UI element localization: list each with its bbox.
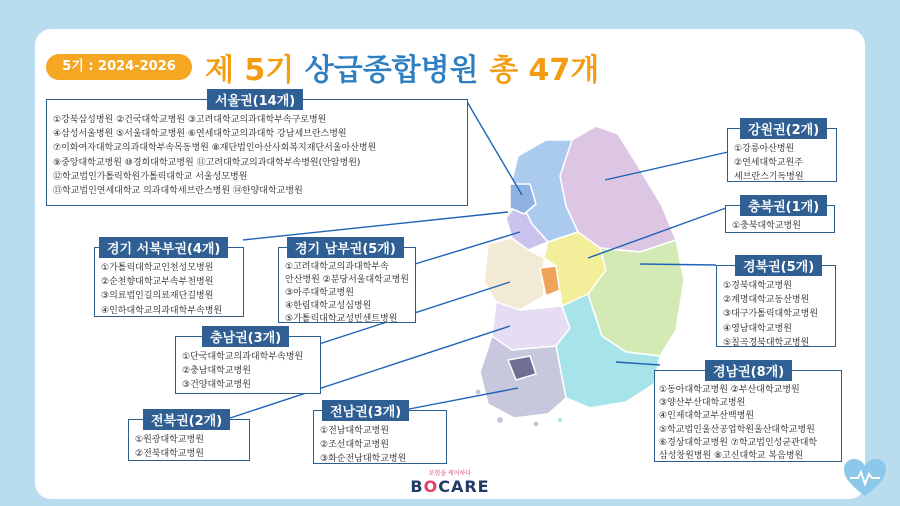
hospital-line: ①충북대학교병원 (732, 221, 801, 231)
hospital-line: ①단국대학교의과대학부속병원 (182, 352, 304, 362)
hospital-line: ③의료법인길의료재단길병원 (101, 291, 214, 302)
region-title-chungbuk: 충북권(1개) (740, 195, 827, 216)
hospital-line: ①동아대학교병원 ②부산대학교병원 (659, 385, 800, 395)
map-region-chungnam (484, 238, 544, 310)
hospital-line: ④영남대학교병원 (723, 323, 792, 334)
region-box-chungbuk (725, 200, 835, 233)
hospital-line: ⑤가톨릭대학교성빈센트병원 (285, 314, 398, 324)
heart-pulse-icon (842, 458, 888, 498)
hospital-line: ⑤칠곡경북대학교병원 (723, 337, 810, 348)
hospital-line: ①가톨릭대학교인천성모병원 (101, 263, 214, 273)
region-box-chungnam (175, 331, 321, 394)
hospital-line: ⑦이화여자대학교의과대학부속목동병원 ⑧재단법인아산사회복지재단서울아산병원 (53, 143, 377, 154)
region-title-gangwon: 강원권(2개) (740, 118, 827, 139)
period-badge: 5기 : 2024-2026 (46, 54, 192, 80)
region-title-chungnam: 충남권(3개) (202, 326, 289, 347)
region-title-gyeonggi-south: 경기 남부권(5개) (287, 237, 404, 258)
region-box-seoul (46, 94, 468, 206)
map-island (558, 418, 562, 422)
hospital-line: ①강북삼성병원 ②건국대학교병원 ③고려대학교의과대학부속구로병원 (53, 115, 327, 125)
region-box-jeonnam (313, 405, 447, 465)
hospital-line: 안산병원 ②분당서울대학교병원 (285, 275, 409, 285)
logo-slogan: 보험을 케어하다 (428, 470, 472, 477)
hospital-line: ②전북대학교병원 (135, 449, 204, 460)
map-island (476, 390, 481, 395)
title-main: 상급종합병원 (304, 53, 479, 88)
hospital-line: ⑫학교법인가톨릭학원가톨릭대학교 서울성모병원 (53, 171, 248, 182)
hospital-line: ①강릉아산병원 (734, 144, 795, 154)
logo-letter-rest: CARE (438, 477, 490, 496)
hospital-line: ⑤학교법인울산공업학원울산대학교병원 (659, 424, 815, 435)
logo-letter-o: O (423, 477, 439, 496)
region-title-jeonnam: 전남권(3개) (322, 400, 409, 421)
map-island (497, 417, 503, 423)
hospital-line: ⑥경상대학교병원 ⑦학교법인성균관대학 (659, 437, 818, 448)
title-total: 총 47개 (489, 53, 600, 88)
logo-wordmark (405, 477, 495, 496)
hospital-line: ⑬학교법인연세대학교 의과대학세브란스병원 ⑭한양대학교병원 (53, 186, 303, 197)
hospital-line: ③아주대학교병원 (285, 288, 354, 298)
region-title-jeonbuk: 전북권(2개) (143, 409, 230, 430)
hospital-line: ②계명대학교동산병원 (723, 295, 810, 306)
hospital-line: ②충남대학교병원 (182, 366, 251, 377)
hospital-line: 세브란스기독병원 (734, 172, 804, 183)
hospital-line: ③대구가톨릭대학교병원 (723, 309, 819, 320)
region-box-gyeongbuk (716, 260, 836, 348)
region-title-gyeonggi-northwest: 경기 서북부권(4개) (99, 237, 228, 258)
hospital-line: ①고려대학교의과대학부속 (285, 262, 389, 272)
hospital-line: ③건양대학교병원 (182, 380, 251, 391)
leader-line-seoul (466, 100, 522, 195)
hospital-line: ①전남대학교병원 (320, 426, 389, 436)
leader-line-gyeonggi-nw (243, 212, 508, 240)
region-title-seoul: 서울권(14개) (207, 89, 303, 110)
leader-line-gyeongbuk (640, 264, 716, 265)
map-island (534, 422, 539, 427)
logo-letter-b: B (410, 477, 424, 496)
hospital-line: ④인제대학교부산백병원 (659, 411, 755, 422)
region-box-jeonbuk (128, 414, 250, 461)
hospital-line: ④한림대학교성심병원 (285, 301, 372, 311)
title-prefix: 제 5기 (205, 53, 295, 88)
region-title-gyeongbuk: 경북권(5개) (735, 255, 822, 276)
region-box-gyeonggi-northwest (94, 242, 244, 317)
hospital-line: ④삼성서울병원 ⑤서울대학교병원 ⑥연세대학교의과대학 강남세브란스병원 (53, 129, 347, 140)
hospital-line: ③화순전남대학교병원 (320, 454, 407, 465)
hospital-line: 삼성창원병원 ⑧고신대학교 복음병원 (659, 451, 804, 462)
region-box-gyeongnam (654, 365, 842, 462)
hospital-line: ②조선대학교병원 (320, 440, 389, 451)
hospital-line: ③양산부산대학교병원 (659, 398, 746, 409)
hospital-line: ②연세대학교원주 (734, 158, 803, 169)
hospital-line: ②순천향대학교부속부천병원 (101, 277, 214, 288)
hospital-line: ⑨중앙대학교병원 ⑩경희대학교병원 ⑪고려대학교의과대학부속병원(안암병원) (53, 157, 361, 168)
region-title-gyeongnam: 경남권(8개) (705, 360, 792, 381)
hospital-line: ①원광대학교병원 (135, 435, 204, 445)
hospital-line: ①경북대학교병원 (723, 281, 792, 291)
region-box-gangwon (727, 123, 837, 183)
region-box-gyeonggi-south (278, 242, 416, 324)
bocare-logo (405, 468, 495, 496)
hospital-line: ④인하대학교의과대학부속병원 (101, 305, 223, 316)
